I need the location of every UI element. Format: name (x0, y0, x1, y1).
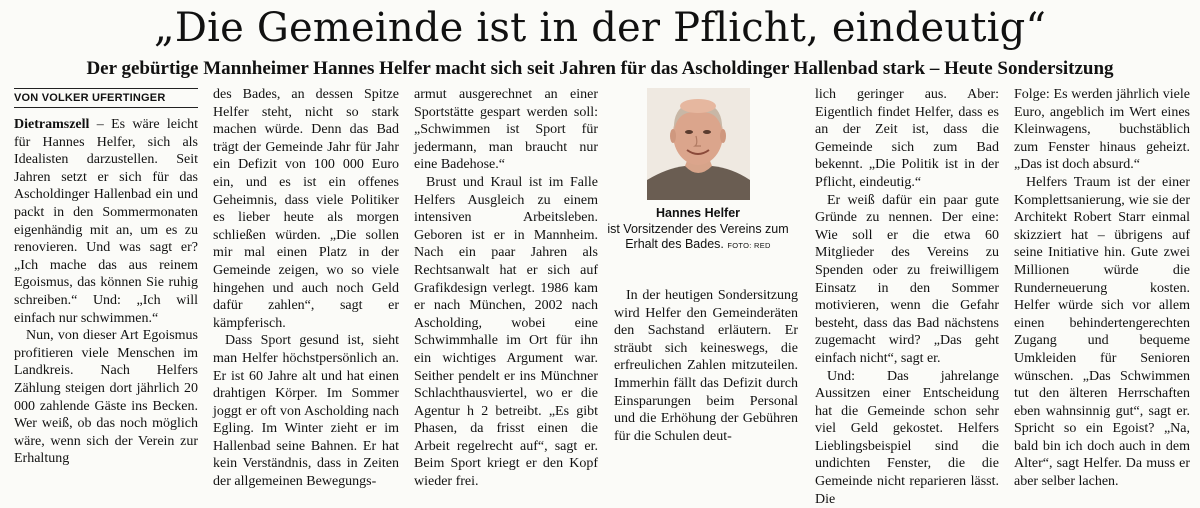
column-6 (1014, 86, 1190, 491)
paragraph: In der heutigen Sondersitzung wird Helfer den Gemeinderäten den Sachstand erläutern. Er sträubt sich keineswegs, die erfreulichen Zahlen mitzuteilen. Immerhin fällt das Defizit durch Einsparungen beim Personal und die Erhöhung der Gebühren für die Schulen deut- (614, 287, 798, 445)
paragraph: Brust und Kraul ist im Falle Helfers Ausgleich zu einem intensiven Arbeitsleben. Geboren ist er in Mannheim. Nach ein paar Jahren als Rechtsanwalt hat er sich auf Grafikdesign verlegt. 1986 kam er nach München, 2002 nach Ascholding, wobei eine Schwimmhalle im Ort für ihn ein wichtiges Argument war. Seither pendelt er ins Münchner Schlachthausviertel, wo er die Agentur h 2 betreibt. „Es gibt Phasen, da frisst einen die Arbeit regelrecht auf“, sagt er. Beim Sport kriegt er den Kopf wieder frei. (414, 174, 598, 491)
byline-top-rule (14, 88, 198, 89)
headline: „Die Gemeinde ist in der Pflicht, eindeutig“ (0, 2, 1200, 54)
byline: VON VOLKER UFERTINGER (14, 91, 204, 105)
dateline: Dietramszell (14, 117, 89, 132)
paragraph-text: – Es wäre leicht für Hannes Helfer, sich als Idealisten darzustellen. Seit Jahren setzt er sich für das Ascholdinger Hallenbad ein und packt in den Sommermonaten eigenhändig mit an, um es zu renovieren. Und was sagt er? „Ich mache das aus reinem Egoismus, das können Sie ruhig schreiben.“ Und: „Ich will einfach nur schwimmen.“ (14, 117, 198, 326)
paragraph (14, 116, 198, 327)
column-4 (614, 287, 798, 445)
column-3 (414, 86, 598, 491)
paragraph: armut ausgerechnet an einer Sportstätte gespart werden soll: „Schwimmen ist Sport für jedermann, man braucht nur eine Badehose.“ (414, 86, 598, 174)
caption-name: Hannes Helfer (598, 206, 798, 222)
paragraph: Folge: Es werden jährlich viele Euro, angeblich im Wert eines Kleinwagens, buchstäblich zum Fenster hinaus geheizt. „Das ist doch absurd.“ (1014, 86, 1190, 174)
paragraph: Er weiß dafür ein paar gute Gründe zu nennen. Der eine: Wie soll er die etwa 60 Mitglieder des Vereins zu Spenden oder zu freiwilligem Einsatz in den Sommer motivieren, wenn die Gefahr besteht, dass das Bad nächstens zugemacht wird? „Das geht einfach nicht“, sagt er. (815, 192, 999, 368)
paragraph: Nun, von dieser Art Egoismus profitieren viele Menschen im Landkreis. Nach Helfers Zählung steigen dort jährlich 20 000 zahlende Gäste ins Becken. Wer weiß, ob das noch möglich wäre, wenn sich der Verein zur Erhaltung (14, 327, 198, 468)
photo-credit: FOTO: RED (727, 241, 770, 250)
byline-bottom-rule (14, 107, 198, 108)
portrait-illustration (647, 88, 750, 200)
column-5 (815, 86, 999, 508)
subheadline: Der gebürtige Mannheimer Hannes Helfer macht sich seit Jahren für das Ascholdinger Hallenbad stark – Heute Sondersitzung (0, 57, 1200, 81)
paragraph: Und: Das jahrelange Aussitzen einer Entscheidung hat die Gemeinde schon sehr viel Geld gekostet. Helfers Lieblingsbeispiel sind die undichten Fenster, die die Gemeinde nicht reparieren lässt. Die (815, 368, 999, 508)
paragraph: des Bades, an dessen Spitze Helfer steht, nicht so stark machen würde. Denn das Bad trägt der Gemeinde Jahr für Jahr ein Defizit von 100 000 Euro ein, und es ist ein offenes Geheimnis, dass viele Politiker es lieber heute als morgen schließen würden. „Die sollen mir mal einen Platz in der Gemeinde zeigen, wo so viele hingehen und auch noch Geld dafür zahlen“, sagt er kämpferisch. (213, 86, 399, 332)
column-1 (14, 116, 198, 468)
caption-text: ist Vorsitzender des Vereins zum Erhalt des Bades. (607, 222, 788, 252)
portrait-photo (647, 88, 750, 200)
paragraph: Helfers Traum ist der einer Komplettsanierung, wie sie der Architekt Robert Starr einmal skizziert hat – übrigens auf seine Initiative hin. Gute zwei Millionen würde die Runderneuerung kosten. Helfer würde sich vor allem einen behindertengerechten Zugang und bequeme Umkleiden für Senioren wünschen. „Das Schwimmen tut den älteren Herrschaften eben wahnsinnig gut“, sagt er. Spricht so ein Egoist? „Na, bald bin ich doch auch in dem Alter“, sagt Helfer. Da muss er aber selber lachen. (1014, 174, 1190, 491)
photo-caption (598, 206, 798, 254)
paragraph: Dass Sport gesund ist, sieht man Helfer höchstpersönlich an. Er ist 60 Jahre alt und hat einen drahtigen Körper. Im Sommer joggt er oft von Ascholding nach Egling. Im Winter zieht er im Hallenbad seine Bahnen. Er hat kein Verständnis, dass in Zeiten der allgemeinen Bewegungs- (213, 332, 399, 490)
column-2 (213, 86, 399, 491)
paragraph: lich geringer aus. Aber: Eigentlich findet Helfer, dass es an der Zeit ist, dass die Gemeinde sich zum Bad bekennt. „Die Politik ist in der Pflicht, eindeutig.“ (815, 86, 999, 192)
